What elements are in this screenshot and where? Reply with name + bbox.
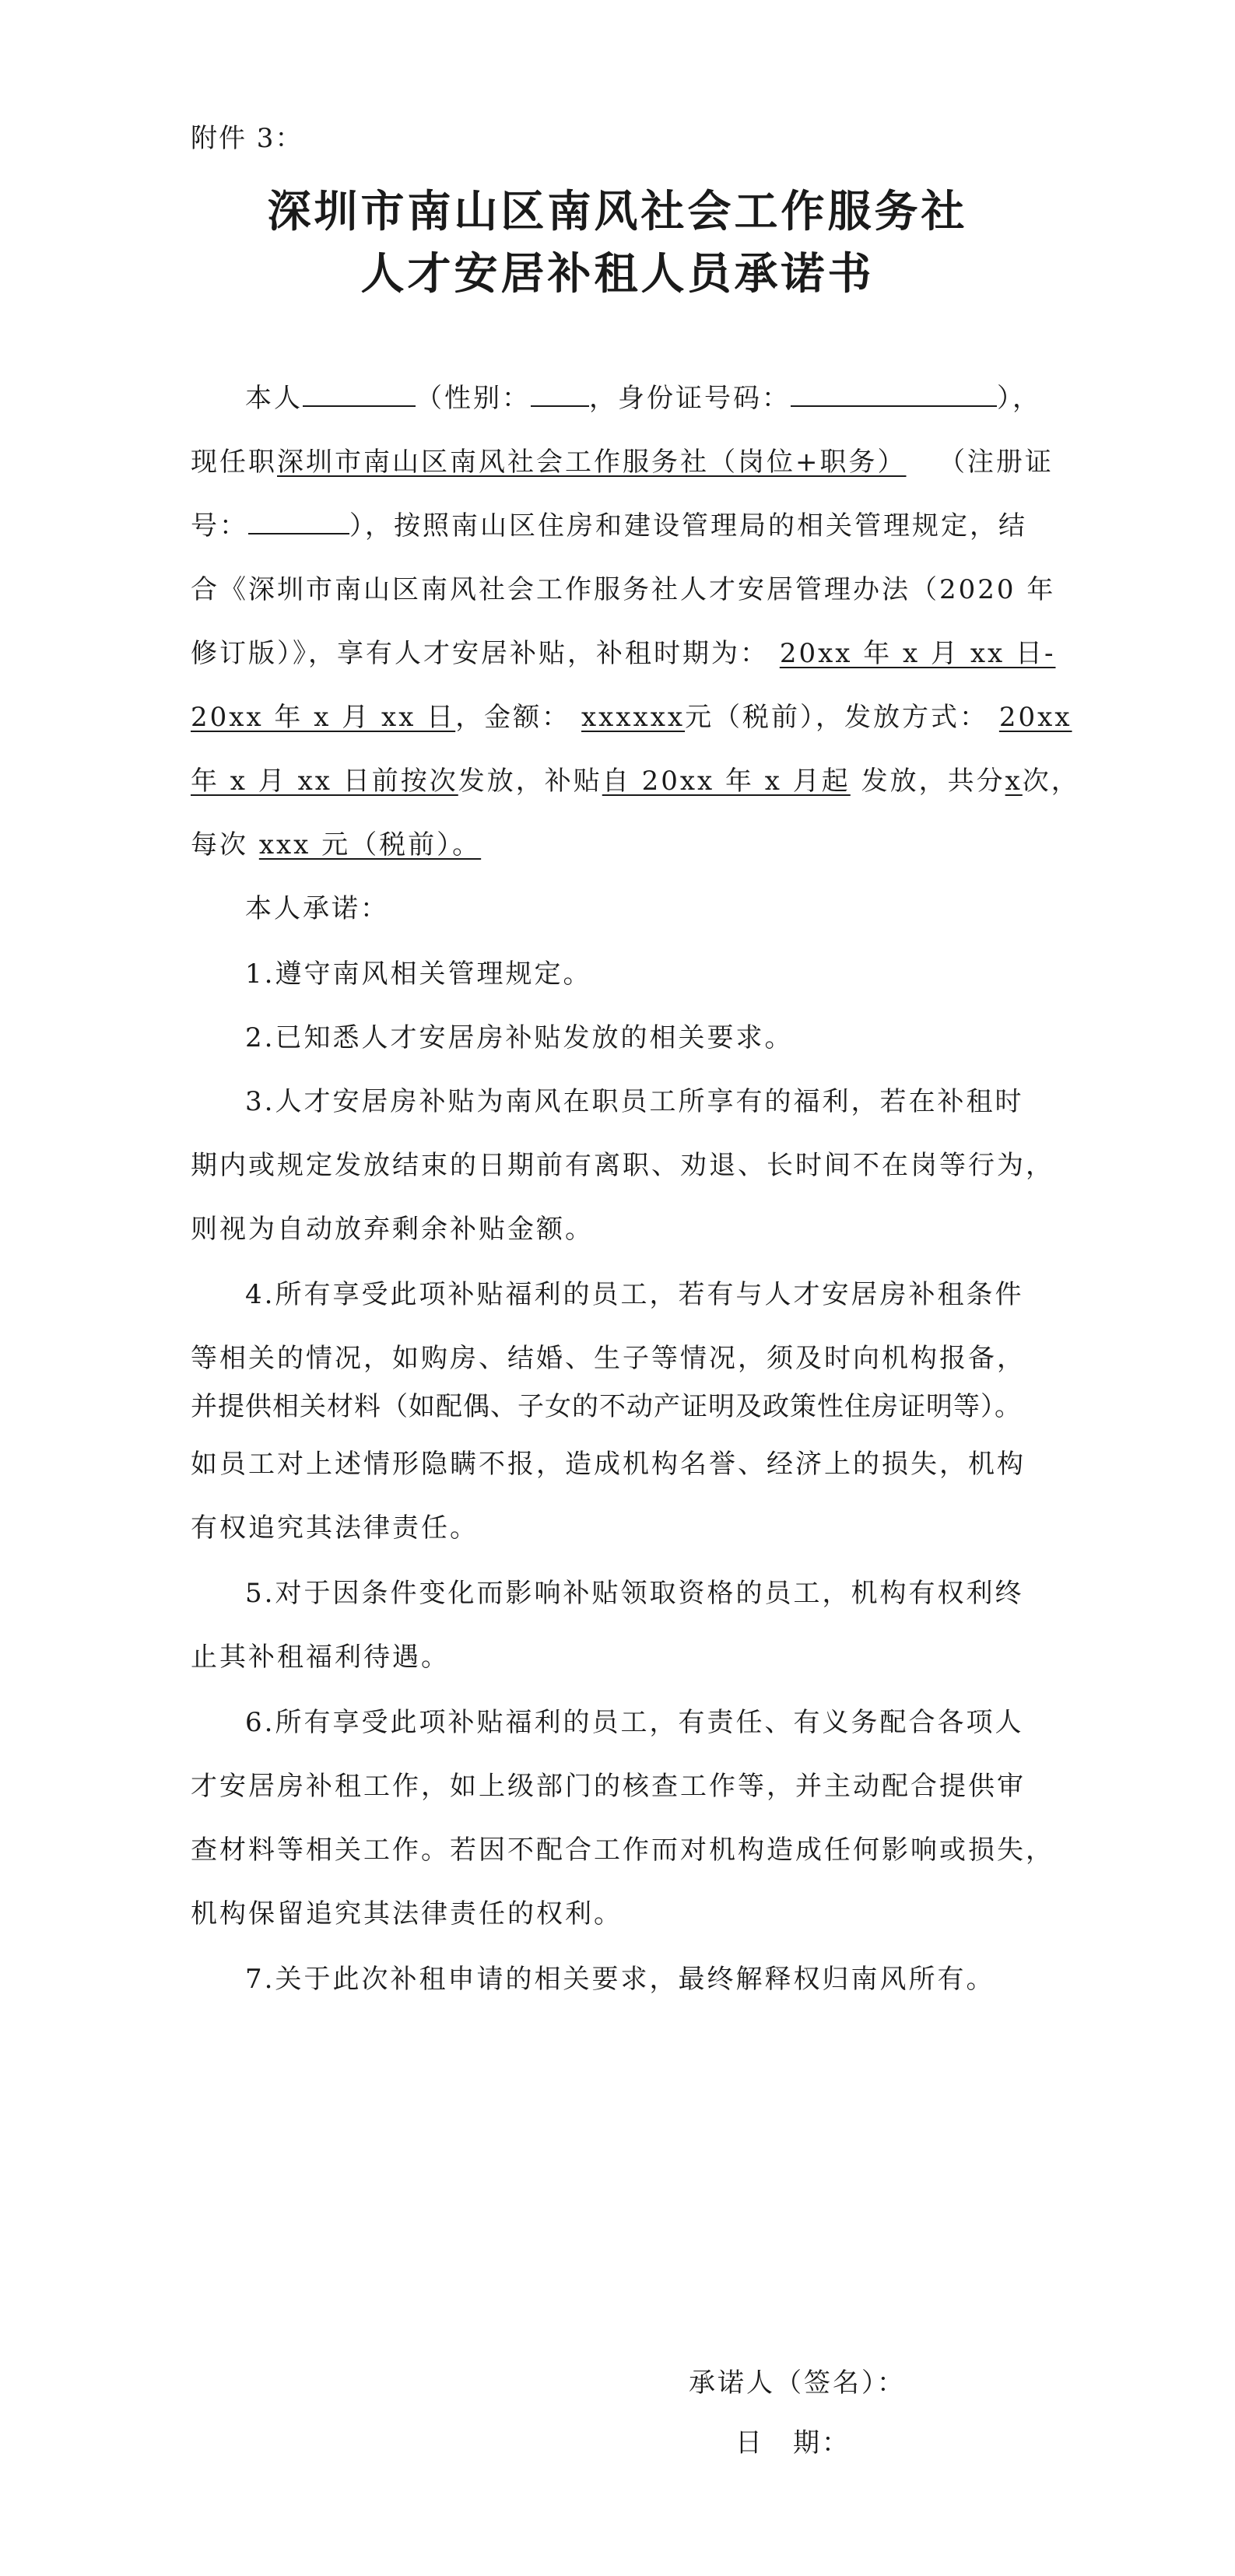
commit-item-4: 4.所有享受此项补贴福利的员工，若有与人才安居房补租条件 [245, 1279, 1024, 1310]
commit-item-6: 6.所有享受此项补贴福利的员工，有责任、有义务配合各项人 [245, 1707, 1024, 1738]
paragraph-line [191, 509, 1047, 543]
text-segment: 发放，共分 [861, 766, 1005, 797]
commit-item-3: 3.人才安居房补贴为南风在职员工所享有的福利，若在补租时 [245, 1086, 1024, 1117]
period-start-field: 20xx 年 x 月 xx 日- [779, 638, 1056, 669]
text-segment: 发放，补贴 [458, 766, 602, 797]
paragraph-line [191, 636, 1056, 671]
text-segment: （注册证 [938, 447, 1054, 478]
text-segment: ，金额： [455, 702, 571, 733]
paragraph-line: 合《深圳市南山区南风社会工作服务社人才安居管理办法（2020 年 [191, 574, 1056, 605]
payment-method-field: 20xx [998, 702, 1072, 733]
commit-item-5: 5.对于因条件变化而影响补贴领取资格的员工，机构有权利终 [245, 1578, 1024, 1609]
signer-label: 承诺人（签名）： [689, 2367, 906, 2399]
text-segment: ，身份证号码： [589, 383, 791, 414]
text-segment: 次， [1022, 766, 1080, 797]
text-segment: 元（税前），发放方式： [685, 702, 989, 733]
employer-field: 深圳市南山区南风社会工作服务社（岗位+职务） [277, 447, 907, 478]
commit-item-4-cont: 如员工对上述情形隐瞒不报，造成机构名誉、经济上的损失，机构 [191, 1449, 1026, 1480]
text-segment: 号： [191, 510, 248, 541]
document-title-line2: 人才安居补租人员承诺书 [360, 248, 875, 300]
text-segment: 现任职 [191, 447, 277, 478]
name-blank[interactable] [303, 382, 416, 407]
paragraph-line [245, 381, 1101, 415]
commit-item-3-cont: 期内或规定发放结束的日期前有离职、劝退、长时间不在岗等行为， [191, 1150, 1054, 1181]
gender-blank[interactable] [531, 382, 589, 407]
commit-item-6-cont: 查材料等相关工作。若因不配合工作而对机构造成任何影响或损失， [191, 1835, 1054, 1866]
paragraph-line [191, 828, 1047, 862]
text-segment: ），按照南山区住房和建设管理局的相关管理规定，结 [349, 510, 1027, 541]
registration-number-blank[interactable] [248, 510, 349, 534]
installments-field: x [1005, 766, 1023, 797]
text-segment: （性别： [416, 383, 531, 414]
commit-item-6-cont: 才安居房补租工作，如上级部门的核查工作等，并主动配合提供审 [191, 1771, 1026, 1802]
start-month-field: 自 20xx 年 x 月起 [602, 766, 851, 797]
commit-item-2: 2.已知悉人才安居房补贴发放的相关要求。 [245, 1022, 794, 1053]
commit-item-1: 1.遵守南风相关管理规定。 [245, 959, 592, 990]
commit-item-4-cont: 有权追究其法律责任。 [191, 1512, 479, 1544]
paragraph-line [191, 445, 1054, 479]
period-end-field: 20xx 年 x 月 xx 日 [191, 702, 456, 733]
text-segment: 每次 [191, 829, 248, 860]
commit-item-7: 7.关于此次补租申请的相关要求，最终解释权归南风所有。 [245, 1964, 995, 1995]
commit-item-4-cont: 并提供相关材料（如配偶、子女的不动产证明及政策性住房证明等）。 [191, 1391, 1022, 1422]
commit-item-3-cont: 则视为自动放弃剩余补贴金额。 [191, 1214, 594, 1245]
commit-heading: 本人承诺： [245, 893, 389, 924]
per-installment-field: xxx 元（税前）。 [258, 829, 482, 860]
paragraph-line [191, 700, 1072, 734]
id-number-blank[interactable] [791, 382, 997, 407]
text-segment: 修订版）》，享有人才安居补贴，补租时期为： [191, 638, 769, 669]
attachment-label: 附件 3： [191, 123, 303, 154]
commit-item-4-cont: 等相关的情况，如购房、结婚、生子等情况，须及时向机构报备， [191, 1343, 1026, 1374]
commit-item-6-cont: 机构保留追究其法律责任的权利。 [191, 1898, 623, 1929]
paragraph-line [191, 764, 1080, 798]
payment-method-field: 年 x 月 xx 日前按次 [191, 766, 458, 797]
amount-field: xxxxxx [581, 702, 686, 733]
document-title-line1: 深圳市南山区南风社会工作服务社 [267, 186, 968, 237]
date-label: 日 期： [735, 2427, 851, 2459]
text-segment: 本人 [245, 383, 303, 414]
commit-item-5-cont: 止其补租福利待遇。 [191, 1642, 450, 1673]
text-segment: ）， [997, 383, 1041, 414]
